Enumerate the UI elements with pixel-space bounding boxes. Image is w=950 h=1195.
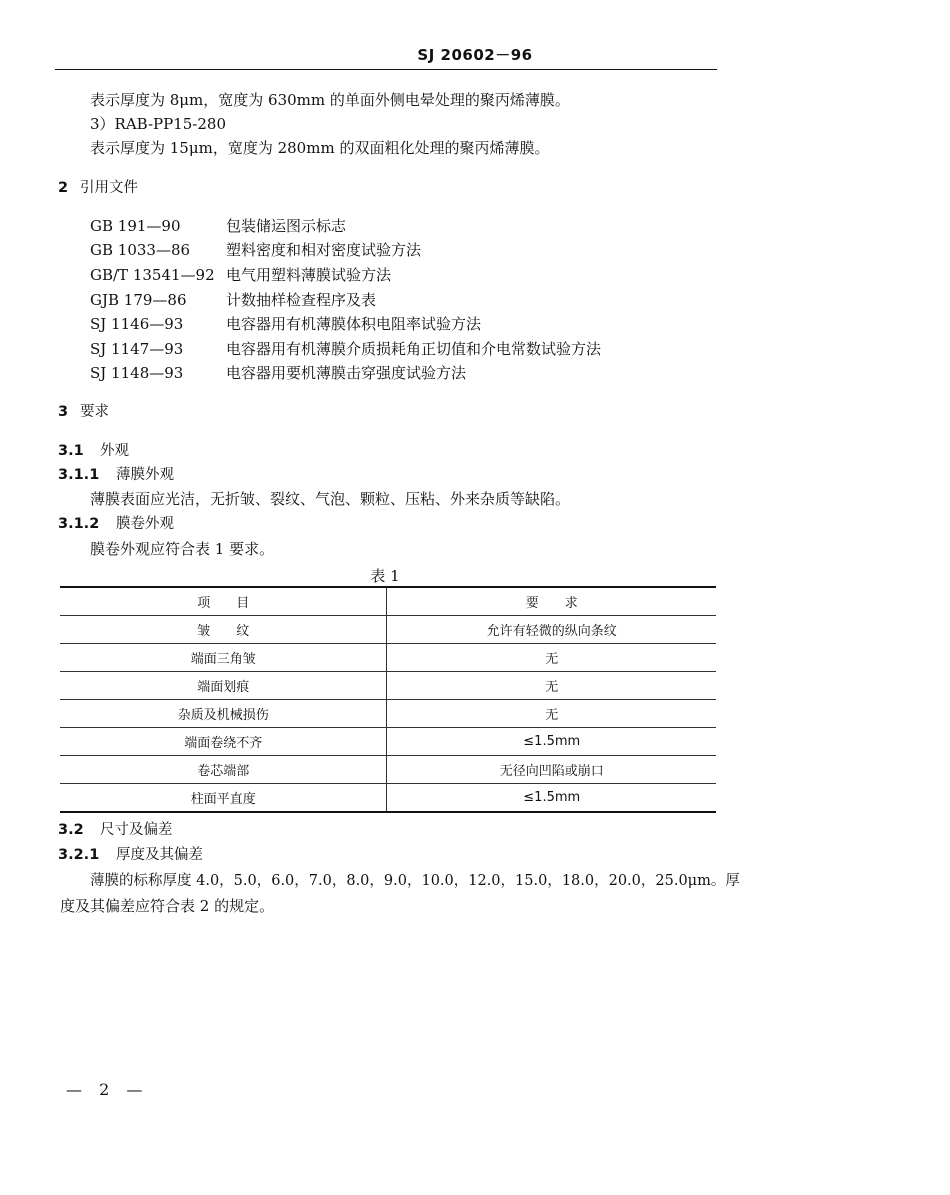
table-cell-requirement: 允许有轻微的纵向条纹 xyxy=(387,616,716,644)
section-title: 厚度及其偏差 xyxy=(116,847,203,863)
section-title: 引用文件 xyxy=(80,180,138,196)
table-header-item: 项 目 xyxy=(60,587,387,616)
section-3-1-1-text: 薄膜表面应光洁，无折皱、裂纹、气泡、颗粒、压粘、外来杂质等缺陷。 xyxy=(90,490,571,508)
page-number: — 2 — xyxy=(66,1080,149,1099)
table-1-caption: 表 1 xyxy=(370,567,400,585)
section-title: 膜卷外观 xyxy=(116,516,174,532)
table-cell-requirement: ≤1.5mm xyxy=(387,784,716,813)
table-header-requirement: 要 求 xyxy=(387,587,716,616)
section-3-heading xyxy=(58,402,109,422)
table-row xyxy=(60,700,716,728)
section-number: 3.2 xyxy=(58,822,84,838)
section-number: 2 xyxy=(58,180,69,196)
section-2-heading xyxy=(58,178,138,198)
table-row xyxy=(60,644,716,672)
table-cell-item: 卷芯端部 xyxy=(60,756,387,784)
ref-title: 包装储运图示标志 xyxy=(226,217,347,235)
section-3-1-2-text: 膜卷外观应符合表 1 要求。 xyxy=(90,540,275,558)
intro-line-1: 表示厚度为 8μm，宽度为 630mm 的单面外侧电晕处理的聚丙烯薄膜。 xyxy=(90,91,570,109)
ref-title: 计数抽样检查程序及表 xyxy=(226,291,377,309)
table-cell-requirement: 无 xyxy=(387,644,716,672)
table-cell-item: 端面三角皱 xyxy=(60,644,387,672)
ref-code: SJ 1147—93 xyxy=(90,340,184,358)
ref-code: GB 1033—86 xyxy=(90,241,191,259)
ref-code: GB/T 13541—92 xyxy=(90,266,215,284)
section-number: 3 xyxy=(58,404,69,420)
ref-code: SJ 1148—93 xyxy=(90,364,184,382)
table-header-row xyxy=(60,587,716,616)
section-3-1-heading xyxy=(58,441,129,461)
table-row xyxy=(60,616,716,644)
ref-code: GJB 179—86 xyxy=(90,291,187,309)
standard-code-header: SJ 20602－96 xyxy=(417,46,533,64)
section-3-2-1-heading xyxy=(58,845,203,865)
section-3-2-1-text-line-2: 度及其偏差应符合表 2 的规定。 xyxy=(60,897,275,915)
ref-title: 电容器用有机薄膜体积电阻率试验方法 xyxy=(226,315,482,333)
section-3-2-heading xyxy=(58,820,173,840)
section-3-2-1-text-line-1: 薄膜的标称厚度 4.0，5.0，6.0，7.0，8.0，9.0，10.0，12.0，15.0，18.0，20.0，25.0μm。厚 xyxy=(90,873,740,889)
section-number: 3.1.1 xyxy=(58,467,100,483)
section-title: 薄膜外观 xyxy=(116,467,174,483)
ref-code: SJ 1146—93 xyxy=(90,315,184,333)
section-number: 3.1.2 xyxy=(58,516,100,532)
table-cell-requirement: 无 xyxy=(387,700,716,728)
intro-item-3: 3）RAB-PP15-280 xyxy=(90,115,227,133)
header-rule xyxy=(55,69,717,70)
ref-title: 电气用塑料薄膜试验方法 xyxy=(226,266,392,284)
intro-line-2: 表示厚度为 15μm，宽度为 280mm 的双面粗化处理的聚丙烯薄膜。 xyxy=(90,139,550,157)
table-1 xyxy=(60,586,716,813)
section-number: 3.1 xyxy=(58,443,84,459)
table-row xyxy=(60,728,716,756)
ref-title: 塑料密度和相对密度试验方法 xyxy=(226,241,422,259)
section-3-1-1-heading xyxy=(58,465,174,485)
table-cell-item: 端面划痕 xyxy=(60,672,387,700)
ref-title: 电容器用要机薄膜击穿强度试验方法 xyxy=(226,364,467,382)
table-cell-item: 杂质及机械损伤 xyxy=(60,700,387,728)
section-number: 3.2.1 xyxy=(58,847,100,863)
table-row xyxy=(60,784,716,813)
section-title: 尺寸及偏差 xyxy=(100,822,173,838)
ref-code: GB 191—90 xyxy=(90,217,181,235)
section-title: 外观 xyxy=(100,443,129,459)
table-row xyxy=(60,756,716,784)
table-cell-requirement: 无径向凹陷或崩口 xyxy=(387,756,716,784)
table-cell-item: 柱面平直度 xyxy=(60,784,387,813)
table-cell-requirement: 无 xyxy=(387,672,716,700)
table-cell-requirement: ≤1.5mm xyxy=(387,728,716,756)
section-title: 要求 xyxy=(80,404,109,420)
table-cell-item: 端面卷绕不齐 xyxy=(60,728,387,756)
table-row xyxy=(60,672,716,700)
table-cell-item: 皱 纹 xyxy=(60,616,387,644)
ref-title: 电容器用有机薄膜介质损耗角正切值和介电常数试验方法 xyxy=(226,340,602,358)
section-3-1-2-heading xyxy=(58,514,174,534)
